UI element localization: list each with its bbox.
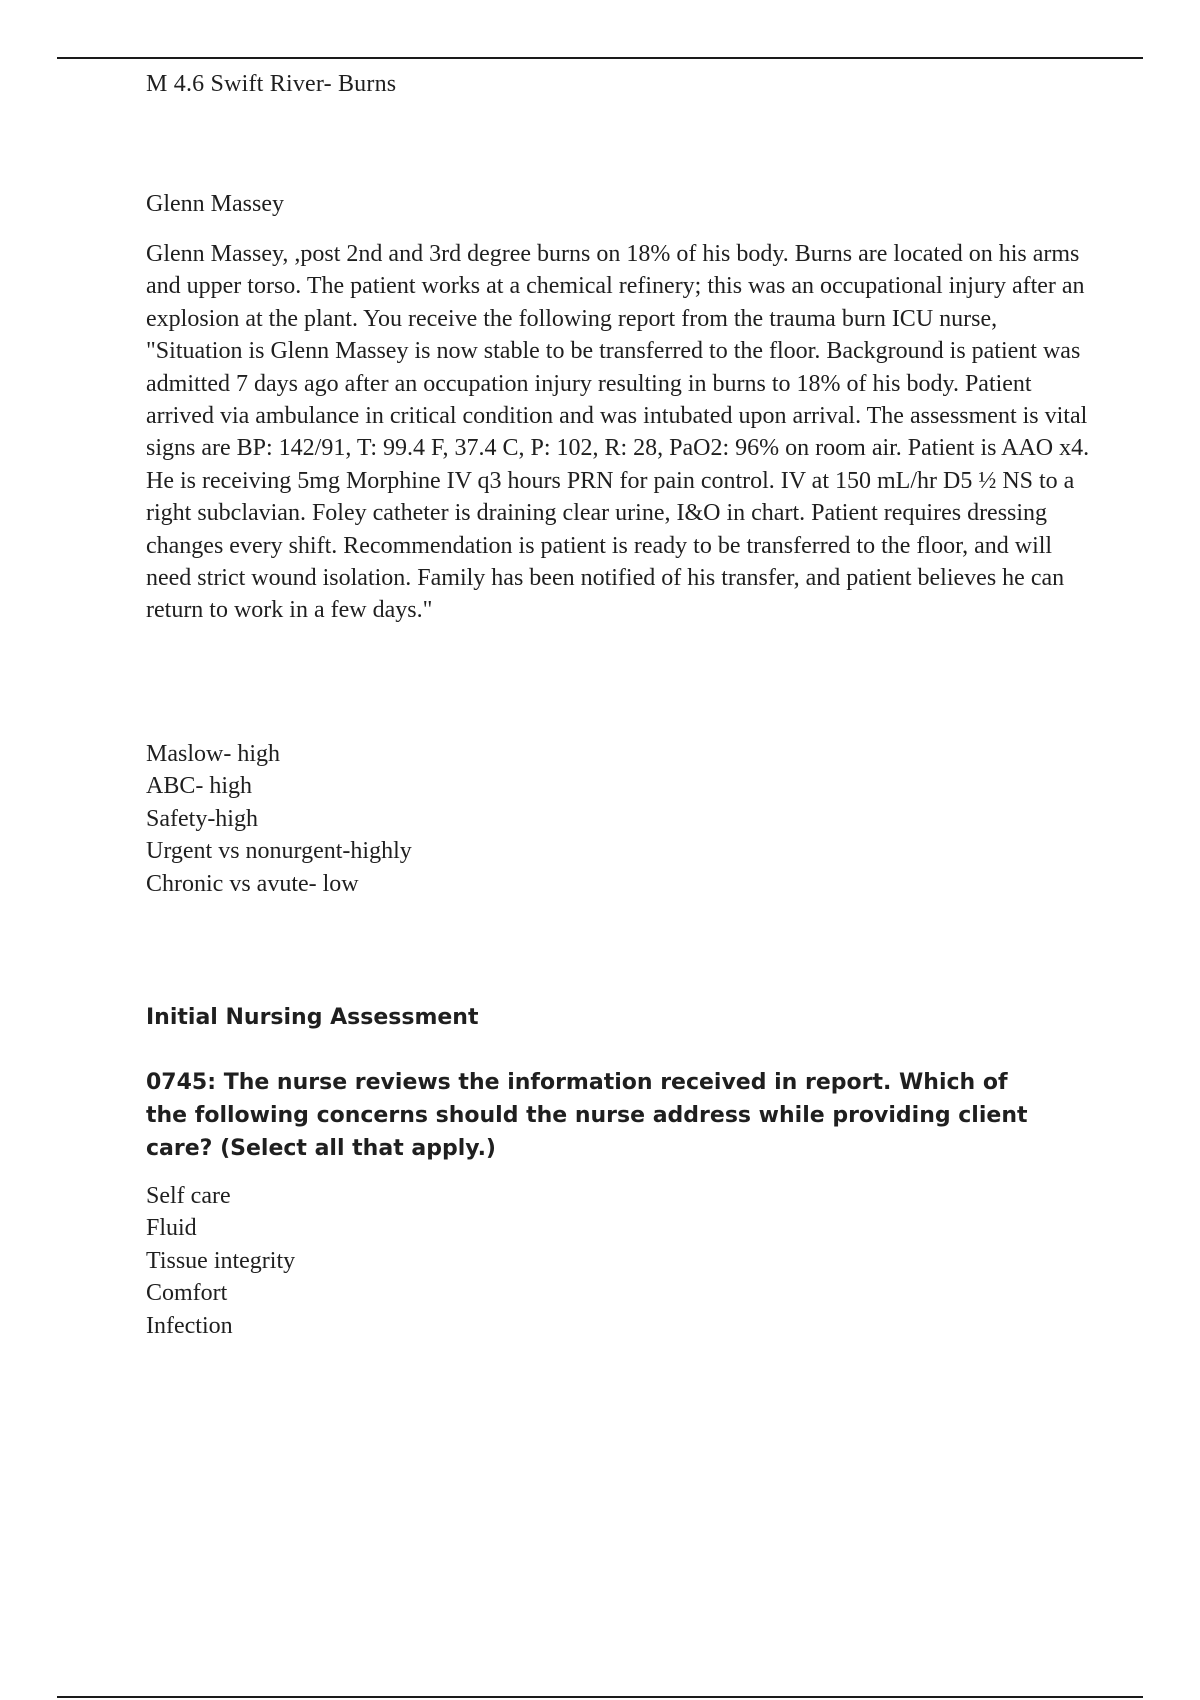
question-text: 0745: The nurse reviews the information received in report. Which of the following concerns should the nurse address while providing client care? (Select all that apply.) <box>146 1070 1028 1161</box>
answer-options <box>146 1180 295 1342</box>
priority-item: Maslow- high <box>146 741 280 767</box>
answer-option-fluid[interactable]: Fluid <box>146 1215 197 1242</box>
answer-option-tissue-integrity[interactable]: Tissue integrity <box>146 1247 296 1274</box>
bottom-rule <box>57 1696 1143 1698</box>
answer-option-comfort[interactable]: Comfort <box>146 1280 228 1307</box>
document-body <box>146 68 1091 1339</box>
top-rule <box>57 57 1143 59</box>
answer-option-infection[interactable]: Infection <box>146 1312 233 1339</box>
answer-option-self-care[interactable]: Self care <box>146 1183 231 1209</box>
priority-item: Chronic vs avute- low <box>146 870 359 897</box>
section-heading: Initial Nursing Assessment <box>146 1005 479 1030</box>
document-title: M 4.6 Swift River- Burns <box>146 71 397 97</box>
patient-name: Glenn Massey <box>146 191 284 217</box>
priority-list <box>146 738 412 900</box>
report-paragraph: Glenn Massey, ,post 2nd and 3rd degree burns on 18% of his body. Burns are located on his arms and upper torso. The patient works at a chemical refinery; this was an occupational injury after an explosion at the plant. You receive the following report from the trauma burn ICU nurse, "Situation is Glenn Massey is now stable to be transferred to the floor. Background is patient was admitted 7 days ago after an occupation injury resulting in burns to 18% of his body. Patient arrived via ambulance in critical condition and was intubated upon arrival. The assessment is vital signs are BP: 142/91, T: 99.4 F, 37.4 C, P: 102, R: 28, PaO2: 96% on room air. Patient is AAO x4. He is receiving 5mg Morphine IV q3 hours PRN for pain control. IV at 150 mL/hr D5 ½ NS to a right subclavian. Foley catheter is draining clear urine, I&O in chart. Patient requires dressing changes every shift. Recommendation is patient is ready to be transferred to the floor, and will need strict wound isolation. Family has been notified of his transfer, and patient believes he can return to work in a few days." <box>146 241 1090 624</box>
priority-item: Safety-high <box>146 805 258 832</box>
priority-item: ABC- high <box>146 773 253 800</box>
priority-item: Urgent vs nonurgent-highly <box>146 838 412 865</box>
